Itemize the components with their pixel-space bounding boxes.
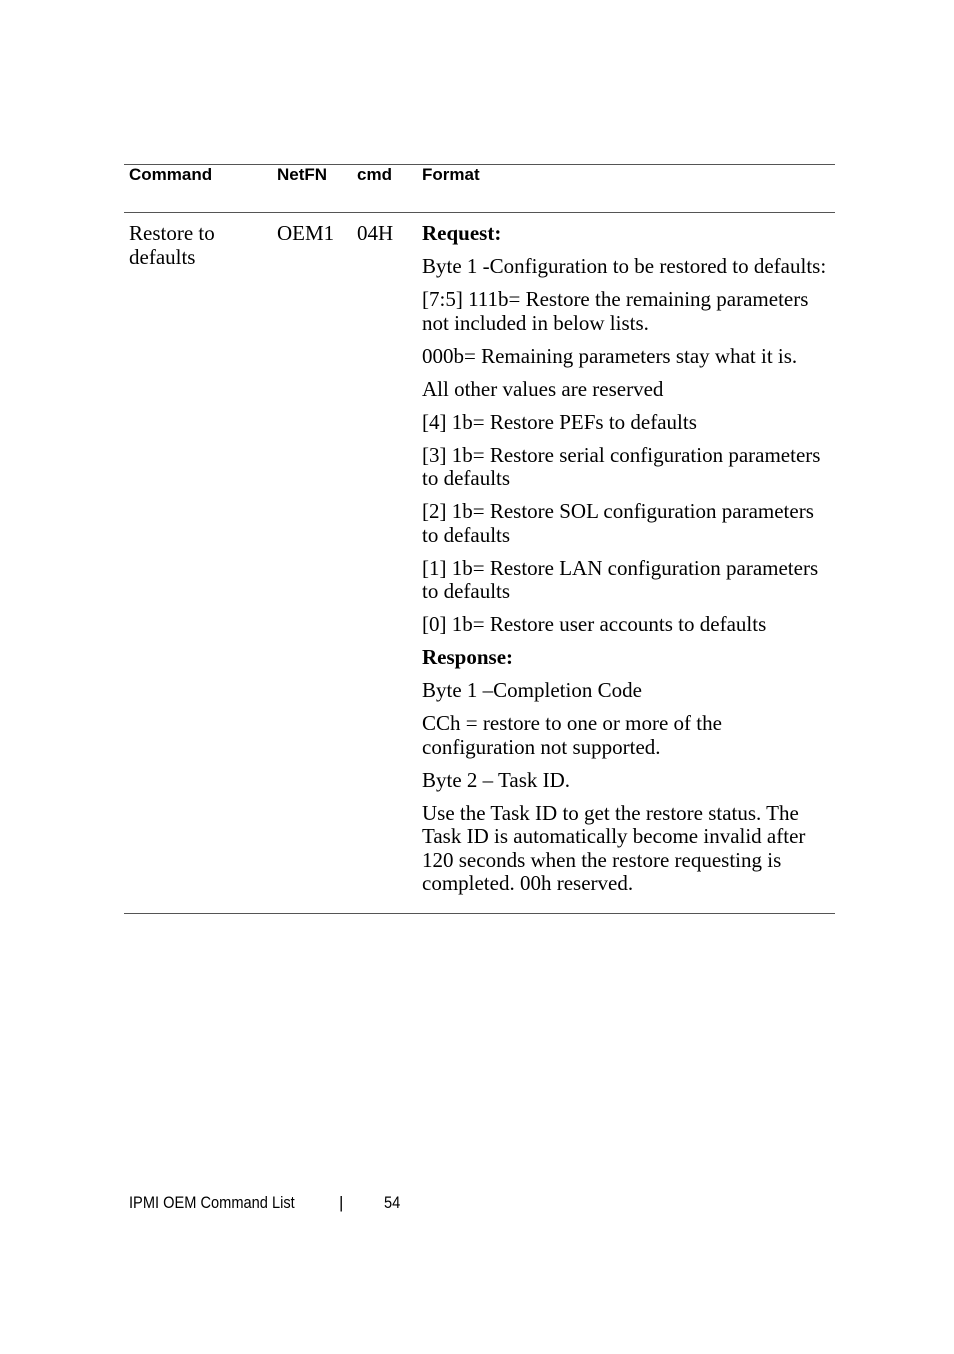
format-paragraph: Byte 1 -Configuration to be restored to defaults: xyxy=(422,254,827,278)
cell-command-name: Restore to defaults xyxy=(129,221,215,269)
format-paragraph: Use the Task ID to get the restore status. The Task ID is automatically become invalid after 120 seconds when the restore requesting is completed. 00h reserved. xyxy=(422,800,806,895)
header-cmd: cmd xyxy=(357,165,392,184)
header-netfn: NetFN xyxy=(277,165,328,184)
format-section-heading: Request: xyxy=(422,221,502,245)
format-paragraph: Byte 1 –Completion Code xyxy=(422,678,642,702)
format-paragraph: [1] 1b= Restore LAN configuration parameters to defaults xyxy=(422,555,819,603)
format-paragraph: 000b= Remaining parameters stay what it is. xyxy=(422,343,798,368)
format-paragraph: [2] 1b= Restore SOL configuration parameters to defaults xyxy=(422,499,814,547)
footer-separator: | xyxy=(339,1193,344,1212)
format-paragraph: Byte 2 – Task ID. xyxy=(422,767,571,792)
footer-page-number: 54 xyxy=(384,1193,401,1212)
format-paragraph: [0] 1b= Restore user accounts to defaults xyxy=(422,612,767,636)
table-header-rule xyxy=(124,212,835,213)
format-section-heading: Response: xyxy=(422,645,514,669)
header-command: Command xyxy=(129,165,213,184)
table-bottom-rule xyxy=(124,913,835,914)
cell-format-description xyxy=(422,222,834,905)
format-paragraph: [3] 1b= Restore serial configuration parameters to defaults xyxy=(422,442,821,490)
header-format: Format xyxy=(422,165,480,184)
cell-netfn-value: OEM1 xyxy=(277,221,335,245)
format-paragraph: [4] 1b= Restore PEFs to defaults xyxy=(422,409,697,434)
format-paragraph: CCh = restore to one or more of the configuration not supported. xyxy=(422,711,722,759)
format-paragraph: All other values are reserved xyxy=(422,376,664,401)
cell-cmd-value: 04H xyxy=(357,221,394,245)
footer-document-title: IPMI OEM Command List xyxy=(129,1193,295,1212)
format-paragraph: [7:5] 111b= Restore the remaining parameters not included in below lists. xyxy=(422,287,809,335)
